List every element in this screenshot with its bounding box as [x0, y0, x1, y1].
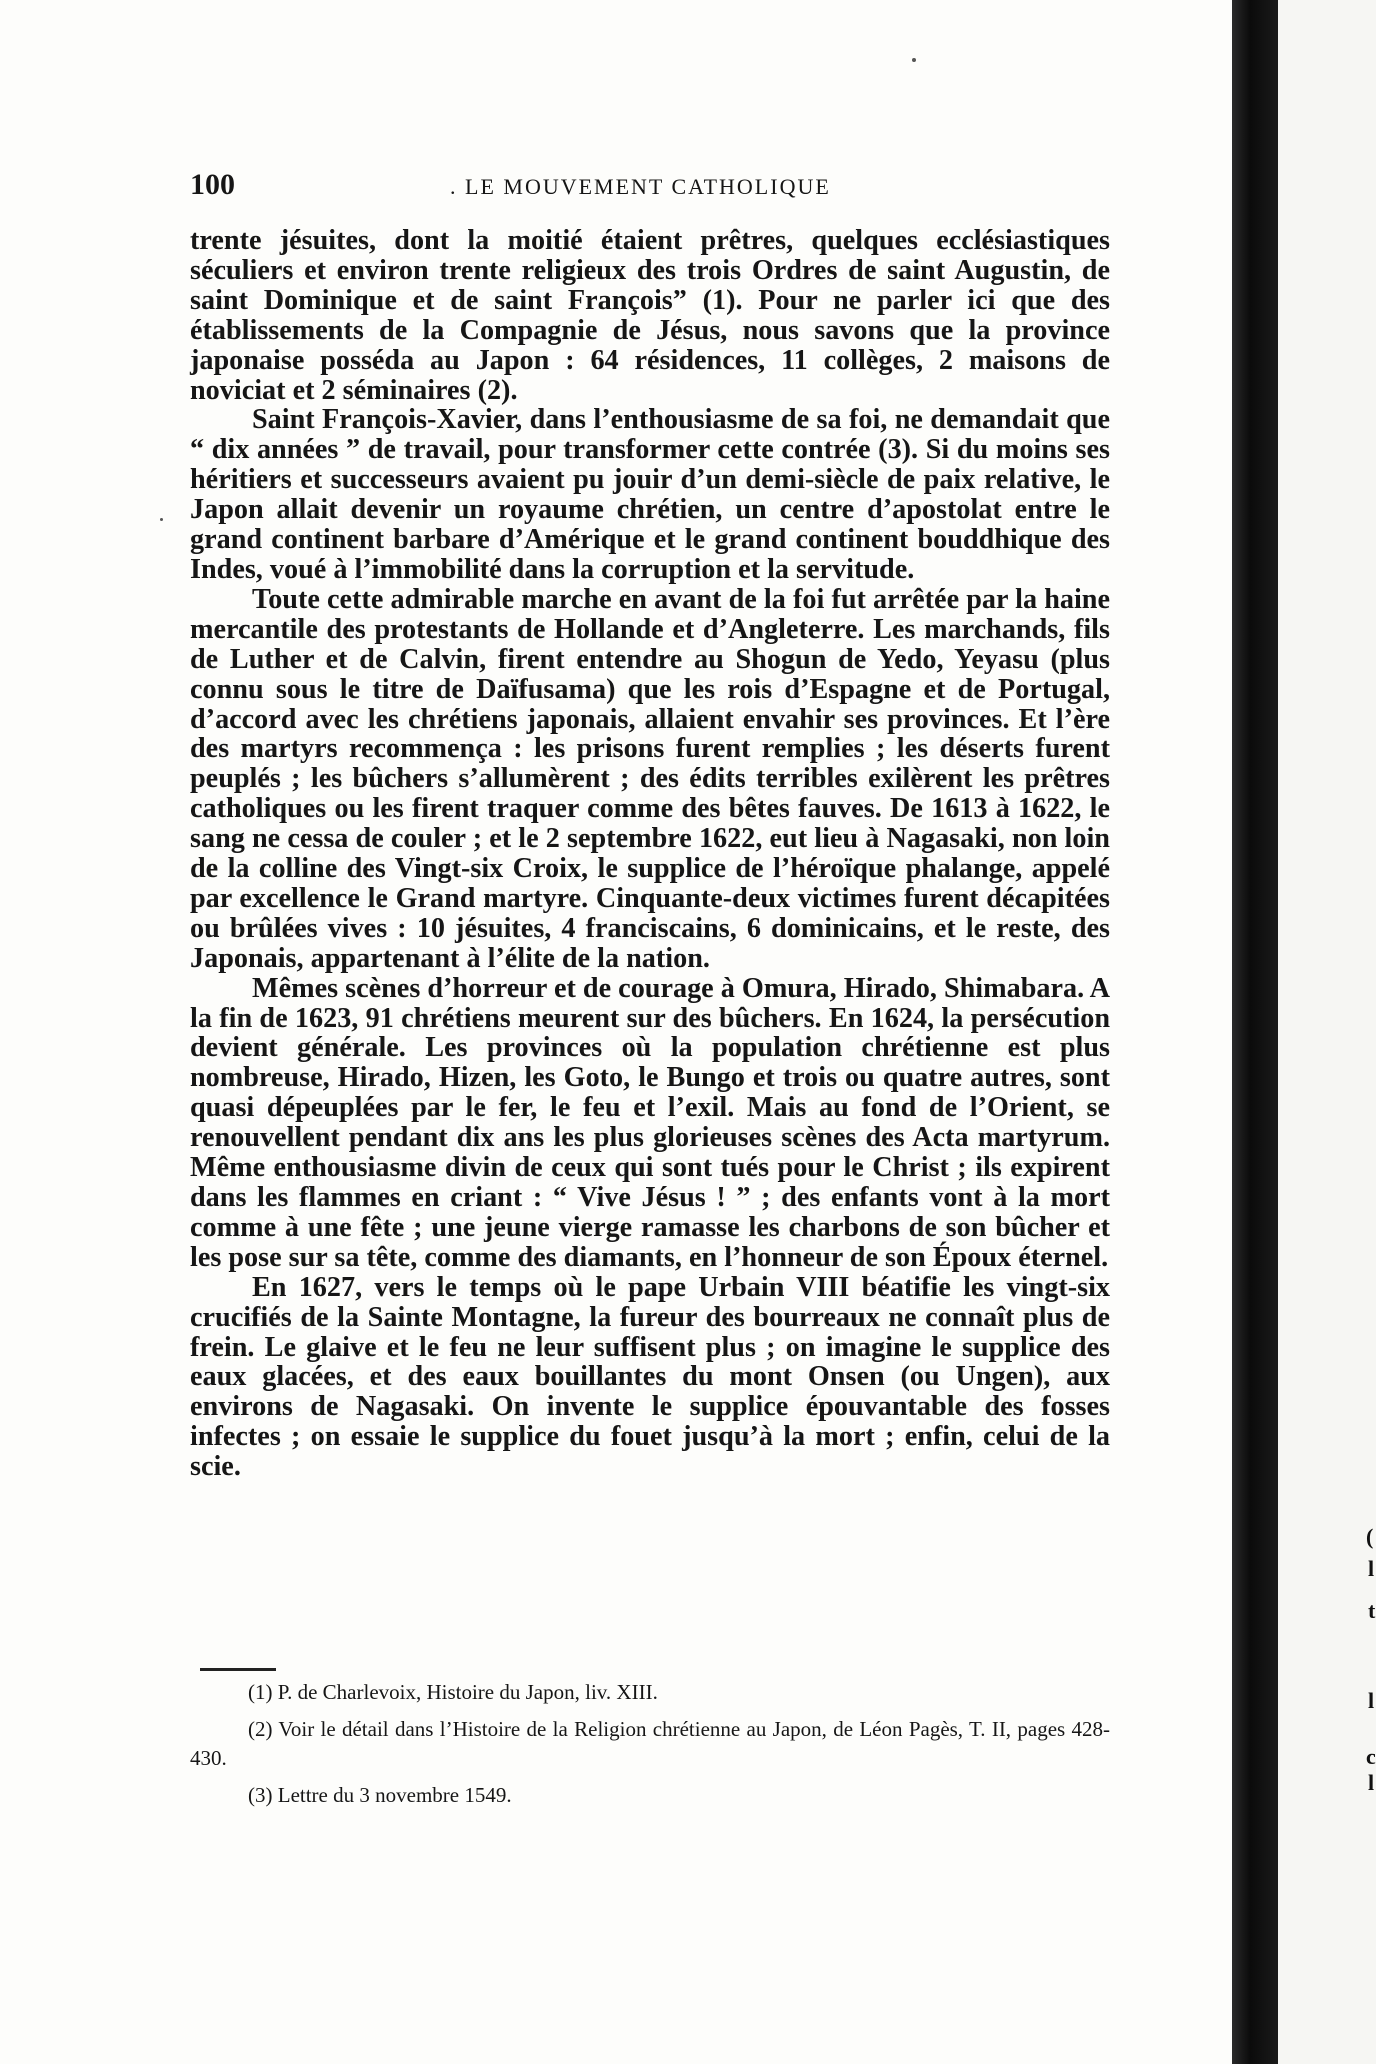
page-header: [190, 168, 1110, 208]
body-text: [190, 226, 1110, 1482]
footnote: (3) Lettre du 3 novembre 1549.: [248, 1783, 512, 1807]
paragraph: Saint François-Xavier, dans l’enthousiasme de sa foi, ne demandait que “ dix années ” de travail, pour transformer cette contrée (3). Si du moins ses héritiers et successeurs avaient pu jouir d’un demi-siècle de paix relative, le Japon allait devenir un royaume chrétien, un centre d’apostolat entre le grand continent barbare d’Amérique et le grand continent bouddhique des Indes, voué à l’immobilité dans la corruption et la servitude.: [190, 404, 1110, 585]
paragraph: En 1627, vers le temps où le pape Urbain VIII béatifie les vingt-six crucifiés de la Sainte Montagne, la fureur des bourreaux ne connaît plus de frein. Le glaive et le feu ne leur suffisent plus ; on imagine le supplice des eaux glacées, et des eaux bouillantes du mont Onsen (ou Ungen), aux environs de Nagasaki. On invente le supplice épouvantable des fosses infectes ; on essaie le supplice du fouet jusqu’à la mort ; enfin, celui de la scie.: [190, 1271, 1110, 1483]
paragraph: trente jésuites, dont la moitié étaient prêtres, quelques ecclésiastiques séculiers et environ trente religieux des trois Ordres de saint Augustin, de saint Dominique et de saint François” (1). Pour ne parler ici que des établissements de la Compagnie de Jésus, nous savons que la province japonaise posséda au Japon : 64 résidences, 11 collèges, 2 maisons de noviciat et 2 séminaires (2).: [190, 225, 1110, 406]
footnote: (1) P. de Charlevoix, Histoire du Japon, liv. XIII.: [248, 1680, 658, 1704]
dust-speck: [160, 518, 163, 521]
running-title: . LE MOUVEMENT CATHOLIQUE: [450, 174, 831, 199]
paragraph: Mêmes scènes d’horreur et de courage à Omura, Hirado, Shimabara. A la fin de 1623, 91 chrétiens meurent sur des bûchers. En 1624, la persécution devient générale. Les provinces où la population chrétienne est plus nombreuse, Hirado, Hizen, les Goto, le Bungo et trois ou quatre autres, sont quasi dépeuplées par le fer, le feu et l’exil. Mais au fond de l’Orient, se renouvellent pendant dix ans les plus glorieuses scènes des Acta martyrum. Même enthousiasme divin de ceux qui sont tués pour le Christ ; ils expirent dans les flammes en criant : “ Vive Jésus ! ” ; des enfants vont à la mort comme à une fête ; une jeune vierge ramasse les charbons de son bûcher et les pose sur sa tête, comme des diamants, en l’honneur de son Époux éternel.: [190, 972, 1110, 1273]
adjacent-page-fragment: l: [1368, 1688, 1375, 1713]
adjacent-page-fragment: l: [1368, 1770, 1375, 1795]
footnote: (2) Voir le détail dans l’Histoire de la Religion chrétienne au Japon, de Léon Pagès, T. II, pages 428-430.: [190, 1717, 1110, 1770]
page-number: 100: [190, 168, 235, 201]
adjacent-page-fragment: t: [1368, 1598, 1376, 1623]
paragraph: Toute cette admirable marche en avant de la foi fut arrêtée par la haine mercantile des protestants de Hollande et d’Angleterre. Les marchands, fils de Luther et de Calvin, firent entendre au Shogun de Yedo, Yeyasu (plus connu sous le titre de Daïfusama) que les rois d’Espagne et de Portugal, d’accord avec les chrétiens japonais, allaient envahir ses provinces. Et l’ère des martyrs recommença : les prisons furent remplies ; les déserts furent peuplés ; les bûchers s’allumèrent ; des édits terribles exilèrent les prêtres catholiques ou les firent traquer comme des bêtes fauves. De 1613 à 1622, le sang ne cessa de couler ; et le 2 septembre 1622, eut lieu à Nagasaki, non loin de la colline des Vingt-six Croix, le supplice de l’héroïque phalange, appelé par excellence le Grand martyre. Cinquante-deux victimes furent décapitées ou brûlées vives : 10 jésuites, 4 franciscains, 6 dominicains, et le reste, des Japonais, appartenant à l’élite de la nation.: [190, 583, 1110, 974]
adjacent-page-fragment: (: [1366, 1524, 1374, 1549]
footnote-rule: [200, 1668, 276, 1671]
adjacent-page-fragment: l: [1368, 1556, 1375, 1581]
adjacent-page-fragment: c: [1366, 1744, 1376, 1769]
footnotes: [190, 1678, 1110, 1818]
page-gutter-edge: [1232, 0, 1278, 2064]
adjacent-page: [1278, 0, 1376, 2064]
dust-speck: [912, 58, 916, 62]
